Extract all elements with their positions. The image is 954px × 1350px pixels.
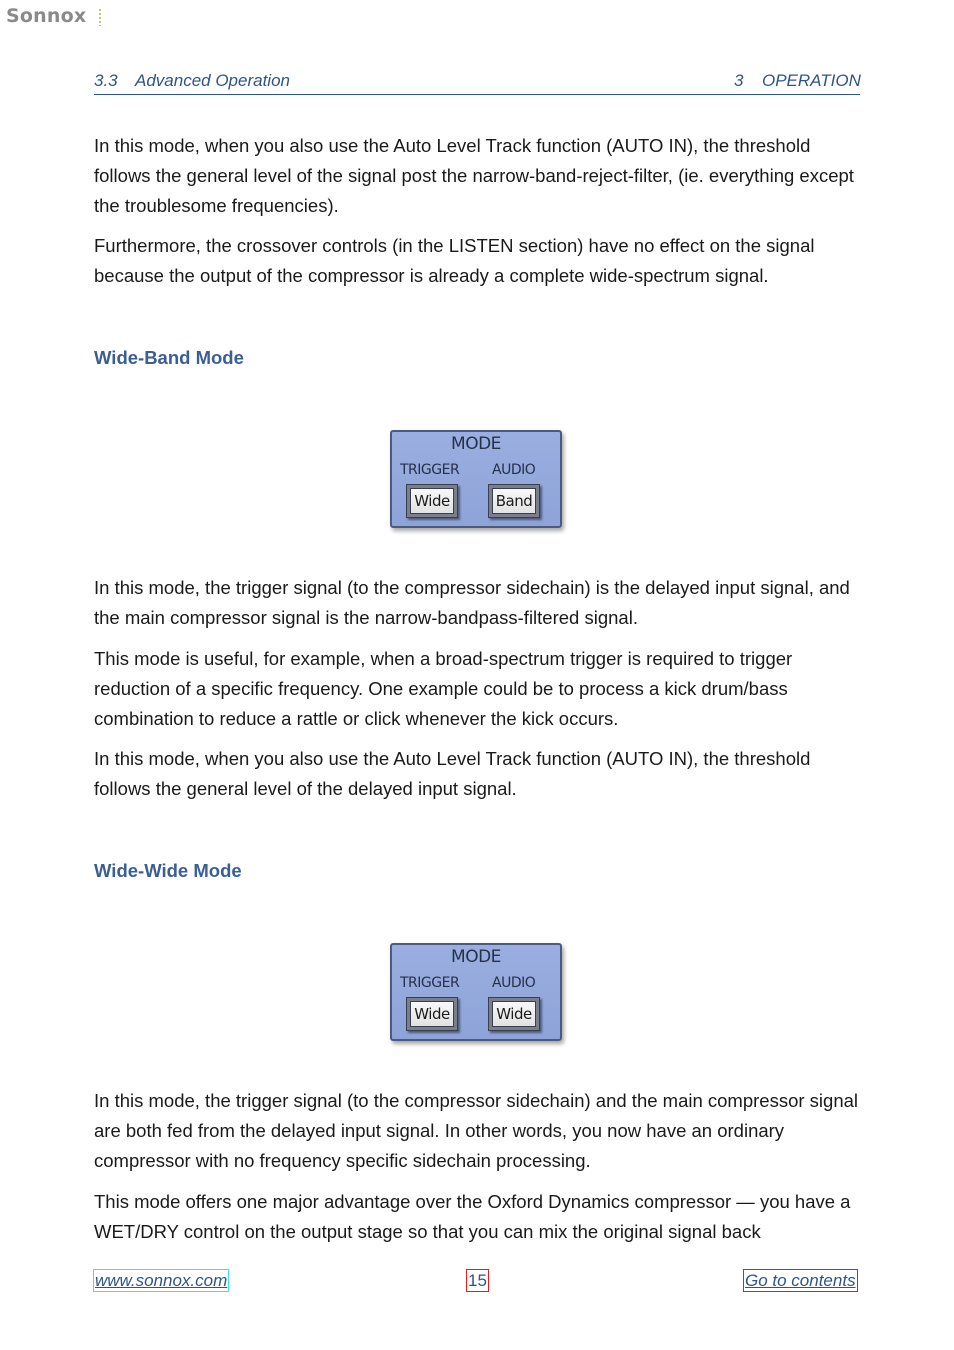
website-link[interactable]: www.sonnox.com — [95, 1271, 228, 1290]
header-chapter-title: OPERATION — [762, 71, 861, 90]
paragraph: In this mode, the trigger signal (to the compressor sidechain) is the delayed input signal, and the main compressor signal is the narrow-bandpass-filtered signal. — [94, 577, 850, 628]
audio-label: AUDIO — [492, 975, 536, 991]
audio-mode-value: Wide — [492, 1001, 536, 1027]
paragraph: In this mode, when you also use the Auto Level Track function (AUTO IN), the threshold follows the general level of the signal post the narrow-band-reject-filter, (ie. everything except the troublesome frequencies). — [94, 135, 854, 216]
paragraph: In this mode, the trigger signal (to the compressor sidechain) and the main compressor signal are both fed from the delayed input signal. In other words, you now have an ordinary compressor with no frequency specific sidechain processing. — [94, 1090, 859, 1171]
section-heading-wide-wide: Wide-Wide Mode — [94, 860, 242, 881]
audio-mode-value: Band — [492, 488, 536, 514]
logo-accent-bar — [99, 9, 101, 26]
paragraph: In this mode, when you also use the Auto Level Track function (AUTO IN), the threshold follows the general level of the delayed input signal. — [94, 748, 811, 799]
audio-mode-button[interactable] — [488, 484, 540, 518]
trigger-mode-value: Wide — [410, 1001, 454, 1027]
trigger-label: TRIGGER — [400, 975, 460, 991]
mode-panel-wide-wide — [390, 943, 562, 1041]
audio-mode-button[interactable] — [488, 997, 540, 1031]
paragraph: This mode offers one major advantage over the Oxford Dynamics compressor — you have a WET/DRY control on the output stage so that you can mix the original signal back — [94, 1191, 851, 1242]
header-rule — [94, 94, 860, 95]
sonnox-logo: Sonnox — [6, 5, 87, 27]
mode-panel-wide-band — [390, 430, 562, 528]
mode-title: MODE — [451, 434, 501, 454]
audio-label: AUDIO — [492, 462, 536, 478]
trigger-mode-button[interactable] — [406, 484, 458, 518]
trigger-mode-value: Wide — [410, 488, 454, 514]
trigger-label: TRIGGER — [400, 462, 460, 478]
header-section-number: 3.3 — [94, 71, 118, 90]
mode-title: MODE — [451, 947, 501, 967]
paragraph: Furthermore, the crossover controls (in the LISTEN section) have no effect on the signal because the output of the compressor is already a complete wide-spectrum signal. — [94, 235, 815, 286]
trigger-mode-button[interactable] — [406, 997, 458, 1031]
header-section-title: Advanced Operation — [135, 71, 290, 90]
section-heading-wide-band: Wide-Band Mode — [94, 347, 244, 368]
page-number-link[interactable]: 15 — [468, 1271, 487, 1290]
paragraph: This mode is useful, for example, when a broad-spectrum trigger is required to trigger reduction of a specific frequency. One example could be to process a kick drum/bass combination to reduce a rattle or click whenever the kick occurs. — [94, 648, 793, 729]
go-to-contents-link[interactable]: Go to contents — [745, 1271, 856, 1290]
header-chapter-number: 3 — [734, 71, 744, 90]
